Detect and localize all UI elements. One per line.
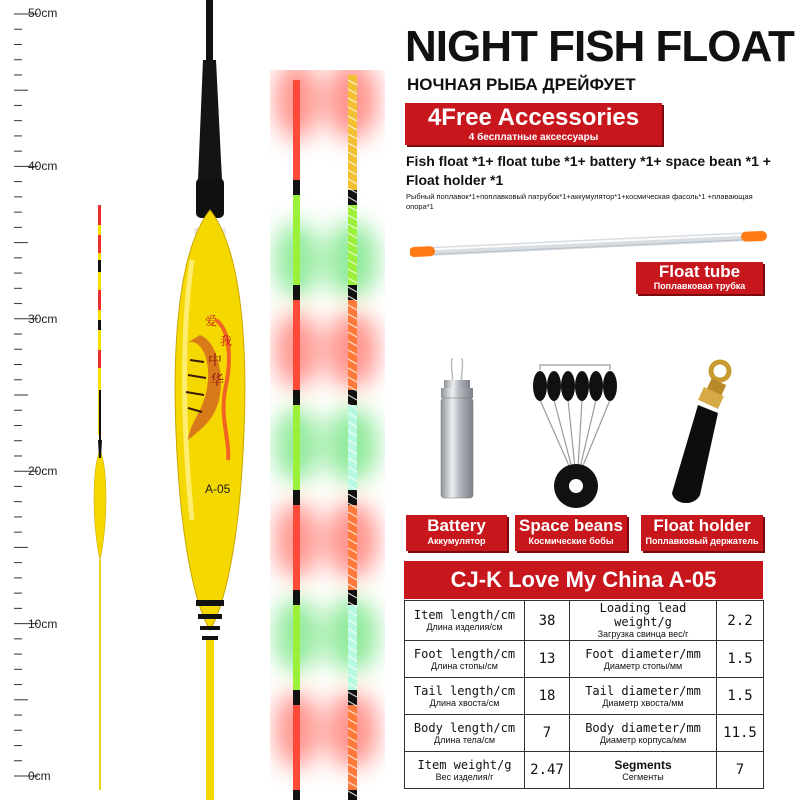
space-beans-label: [515, 515, 627, 551]
spec-label: Body length/cm Длина тела/см: [405, 715, 525, 752]
battery-label-ru: Аккумулятор: [427, 536, 486, 546]
float-holder-label-en: Float holder: [653, 516, 751, 535]
float-holder-label-ru: Поплавковый держатель: [645, 536, 759, 546]
page-title: NIGHT FISH FLOAT: [405, 22, 794, 71]
spec-value: 7: [525, 715, 570, 752]
spec-label: Tail diameter/mm Диаметр хвоста/мм: [570, 678, 717, 715]
svg-text:华: 华: [210, 373, 224, 389]
spec-row: [405, 601, 764, 641]
spec-label: Item length/cm Длина изделия/см: [405, 601, 525, 641]
accessories-banner-title: 4Free Accessories: [427, 104, 640, 131]
spec-value: 2.47: [525, 752, 570, 789]
spec-value: 7: [717, 752, 764, 789]
spec-label: Foot length/cm Длина стопы/см: [405, 641, 525, 678]
spec-label: Body diameter/mm Диаметр корпуса/мм: [570, 715, 717, 752]
float-large-image: [170, 0, 260, 800]
space-beans-image: [520, 360, 630, 510]
spec-value: 1.5: [717, 641, 764, 678]
accessories-banner: [405, 103, 662, 145]
spec-label: Tail length/cm Длина хвоста/см: [405, 678, 525, 715]
ruler-label-0: 0cm: [28, 769, 51, 783]
ruler-label-20: 20cm: [28, 464, 58, 478]
accessories-list-ru: Рыбный поплавок*1+поплавковый патрубок*1+аккумулятор*1+космическая фасоль*1 +плавающая опора*1: [406, 192, 753, 211]
ruler-ticks: [0, 0, 40, 800]
float-body-label: A-05: [205, 482, 231, 496]
spec-row: [405, 641, 764, 678]
spec-label: Item weight/g Вес изделия/г: [405, 752, 525, 789]
glow-tips-image: [270, 70, 385, 800]
space-beans-label-en: Space beans: [519, 516, 623, 535]
svg-text:爱: 爱: [205, 314, 218, 328]
spec-label: Loading lead weight/g Загрузка свинца вес/г: [570, 601, 717, 641]
ruler-label-50: 50cm: [28, 6, 58, 20]
spec-value: 18: [525, 678, 570, 715]
spec-table: [404, 600, 764, 789]
accessories-list-en: Fish float *1+ float tube *1+ battery *1+ space bean *1 + Float holder *1: [406, 153, 771, 188]
float-small-image: [85, 200, 115, 800]
battery-label: [406, 515, 507, 551]
spec-row: [405, 715, 764, 752]
battery-label-en: Battery: [427, 516, 486, 535]
float-tube-label-en: Float tube: [658, 262, 741, 281]
spec-row: [405, 678, 764, 715]
product-name-banner: [404, 561, 763, 599]
battery-image: [432, 358, 482, 508]
space-beans-label-ru: Космические бобы: [528, 536, 614, 546]
spec-value: 13: [525, 641, 570, 678]
ruler-label-40: 40cm: [28, 159, 58, 173]
svg-text:中: 中: [208, 353, 222, 369]
svg-text:我: 我: [220, 334, 233, 348]
float-tube-label-ru: Поплавковая трубка: [653, 281, 746, 291]
ruler-label-10: 10cm: [28, 617, 58, 631]
float-holder-label: [641, 515, 763, 551]
spec-label: Segments Сегменты: [570, 752, 717, 789]
product-name: CJ-K Love My China A-05: [450, 567, 717, 592]
spec-value: 1.5: [717, 678, 764, 715]
spec-row: [405, 752, 764, 789]
float-tube-label: [636, 262, 763, 294]
ruler-label-30: 30cm: [28, 312, 58, 326]
page-subtitle: НОЧНАЯ РЫБА ДРЕЙФУЕТ: [407, 75, 636, 94]
float-holder-image: [660, 355, 750, 515]
spec-value: 2.2: [717, 601, 764, 641]
spec-value: 38: [525, 601, 570, 641]
spec-label: Foot diameter/mm Диаметр стопы/мм: [570, 641, 717, 678]
spec-value: 11.5: [717, 715, 764, 752]
accessories-banner-subtitle: 4 бесплатные аксессуары: [468, 132, 599, 143]
